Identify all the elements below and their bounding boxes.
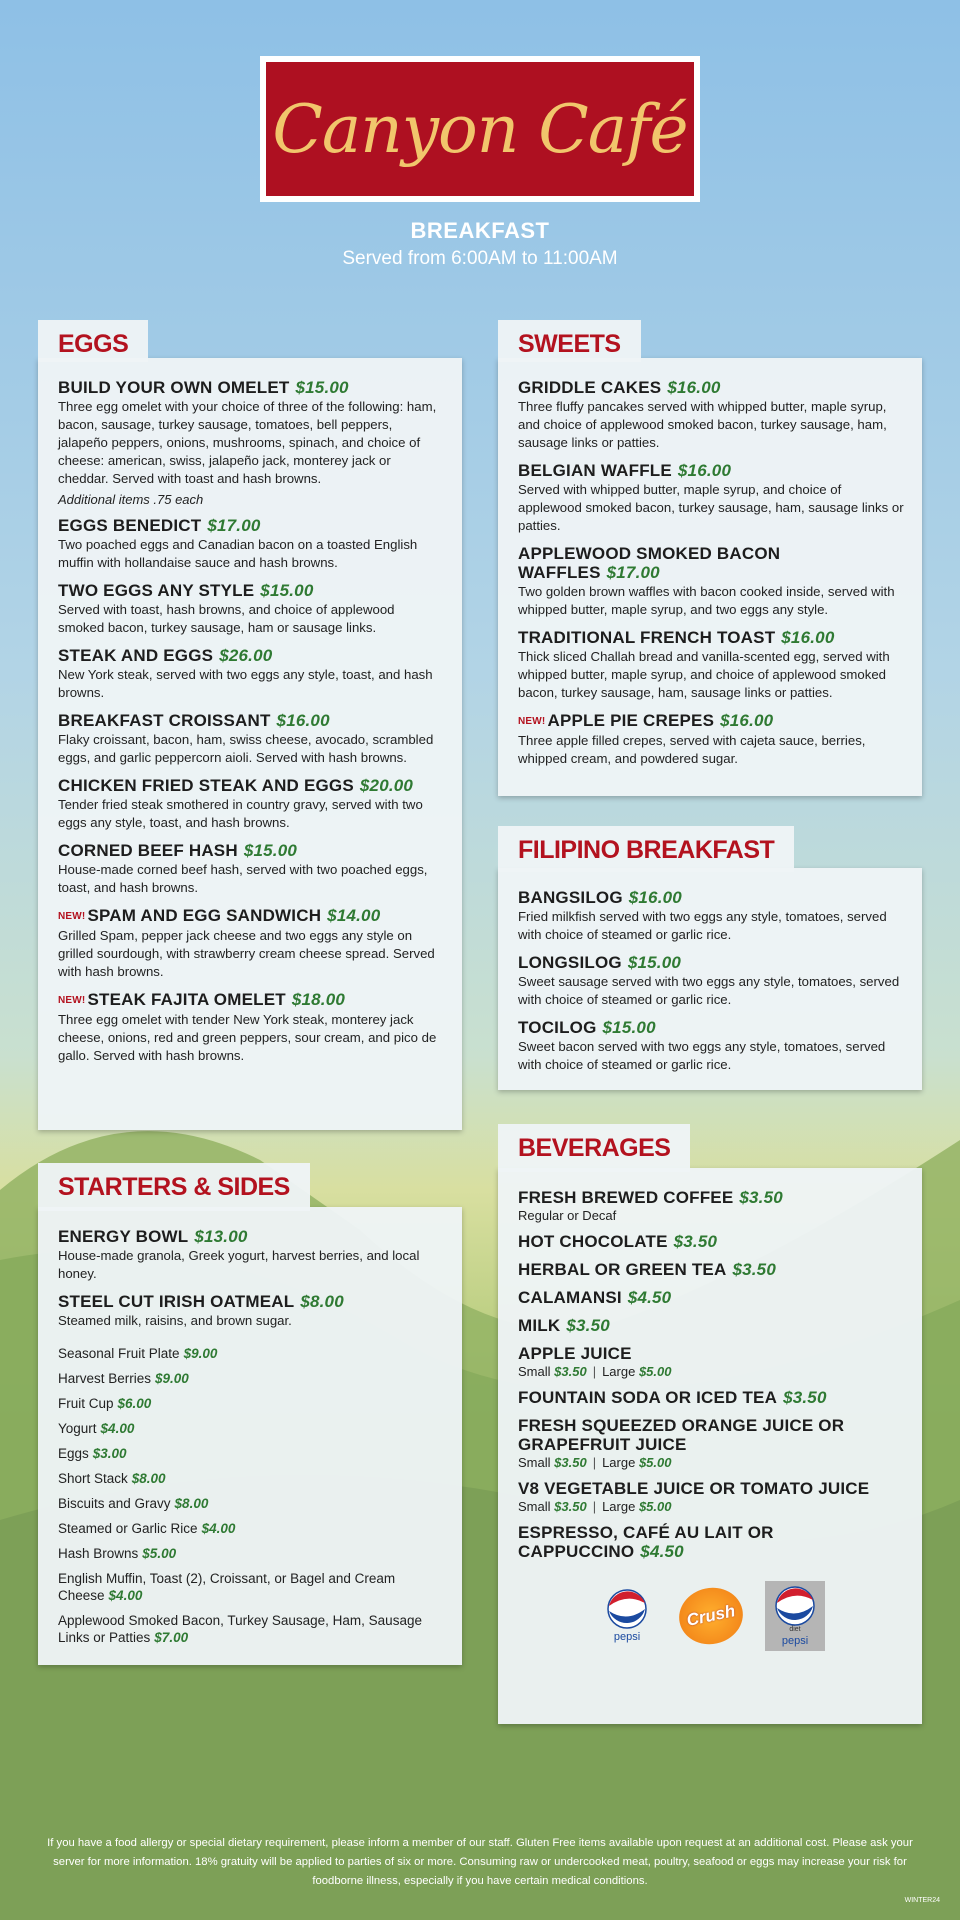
size-separator: | — [592, 1455, 597, 1470]
menu-item — [58, 776, 444, 832]
item-price: $8.00 — [300, 1292, 344, 1311]
item-name: TRADITIONAL FRENCH TOAST — [518, 628, 776, 647]
beverage-item — [518, 1388, 904, 1407]
beverage-name: FRESH BREWED COFFEE — [518, 1188, 734, 1207]
crush-logo-icon — [681, 1581, 741, 1651]
side-price: $4.00 — [201, 1521, 236, 1536]
item-description: Three apple filled crepes, served with cajeta sauce, berries, whipped cream, and powdered sugar. — [518, 733, 866, 766]
item-description: New York steak, served with two eggs any style, toast, and hash browns. — [58, 667, 433, 700]
item-price: $16.00 — [667, 378, 721, 397]
side-price: $7.00 — [154, 1630, 189, 1645]
sweets-section — [498, 320, 922, 796]
side-item — [58, 1470, 444, 1487]
item-price: $15.00 — [602, 1018, 656, 1037]
size-prices — [518, 1455, 904, 1470]
item-name: EGGS BENEDICT — [58, 516, 202, 535]
small-price: $3.50 — [554, 1499, 587, 1514]
menu-item — [58, 646, 444, 702]
menu-item — [518, 461, 904, 535]
item-name-line — [58, 1292, 444, 1311]
item-name: BUILD YOUR OWN OMELET — [58, 378, 290, 397]
beverage-name-line — [518, 1260, 904, 1279]
item-price: $14.00 — [327, 906, 381, 925]
item-description: Thick sliced Challah bread and vanilla-scented egg, served with whipped butter, maple syrup, and choice of applewood smoked bacon, turkey sausage, ham, sausage links or patties. — [518, 649, 890, 700]
item-description: Fried milkfish served with two eggs any style, tomatoes, served with choice of steamed or garlic rice. — [518, 909, 887, 942]
side-item — [58, 1420, 444, 1437]
item-description: Sweet sausage served with two eggs any style, tomatoes, served with choice of steamed or garlic rice. — [518, 974, 900, 1007]
item-name-line — [58, 906, 444, 926]
beverage-name: HOT CHOCOLATE — [518, 1232, 668, 1251]
beverage-name-line — [518, 1288, 904, 1307]
side-item — [58, 1570, 444, 1604]
beverage-name: FRESH SQUEEZED ORANGE JUICE OR GRAPEFRUIT JUICE — [518, 1416, 845, 1454]
beverage-item — [518, 1316, 904, 1335]
logo-label: pepsi — [613, 1631, 641, 1643]
diet-pepsi-logo-icon — [765, 1581, 825, 1651]
beverage-price: $3.50 — [673, 1232, 718, 1251]
menu-item — [518, 544, 904, 619]
item-description: House-made corned beef hash, served with two poached eggs, toast, and hash browns. — [58, 862, 428, 895]
item-name: STEEL CUT IRISH OATMEAL — [58, 1292, 295, 1311]
item-name: TOCILOG — [518, 1018, 597, 1037]
menu-item — [58, 841, 444, 897]
side-name: English Muffin, Toast (2), Croissant, or Bagel and Cream Cheese — [58, 1571, 396, 1603]
item-name-line — [58, 581, 444, 600]
large-price: $5.00 — [638, 1364, 672, 1379]
item-name: BREAKFAST CROISSANT — [58, 711, 271, 730]
section-title: BEVERAGES — [498, 1124, 690, 1172]
side-price: $3.00 — [92, 1446, 127, 1461]
section-title: SWEETS — [498, 320, 641, 362]
side-name: Short Stack — [58, 1471, 128, 1486]
item-price: $15.00 — [260, 581, 314, 600]
side-name: Steamed or Garlic Rice — [58, 1521, 198, 1536]
beverage-item — [518, 1188, 904, 1223]
item-name-line — [58, 776, 444, 795]
menu-item — [58, 378, 444, 507]
beverage-name-line — [518, 1188, 904, 1207]
item-name: GRIDDLE CAKES — [518, 378, 662, 397]
item-description: Two golden brown waffles with bacon cooked inside, served with whipped butter, maple syrup, and two eggs any style. — [518, 584, 895, 617]
beverage-name-line — [518, 1232, 904, 1251]
beverage-name: CALAMANSI — [518, 1288, 622, 1307]
logo-frame — [260, 56, 700, 202]
small-label: Small — [518, 1364, 551, 1379]
beverage-item — [518, 1344, 904, 1379]
new-badge: NEW! — [58, 995, 86, 1006]
item-description: Steamed milk, raisins, and brown sugar. — [58, 1313, 292, 1328]
item-price: $26.00 — [219, 646, 273, 665]
menu-item — [58, 516, 444, 572]
menu-item — [58, 581, 444, 637]
eggs-section — [38, 320, 462, 1130]
starters-sides-section — [38, 1163, 462, 1665]
item-description: House-made granola, Greek yogurt, harvest berries, and local honey. — [58, 1248, 420, 1281]
item-description: Tender fried steak smothered in country gravy, served with two eggs any style, toast, and hash browns. — [58, 797, 423, 830]
item-price: $15.00 — [243, 841, 298, 860]
menu-item — [518, 711, 904, 768]
item-name: ENERGY BOWL — [58, 1227, 189, 1246]
menu-item — [58, 906, 444, 981]
side-item — [58, 1345, 444, 1362]
side-price: $6.00 — [117, 1396, 152, 1411]
beverage-price: $3.50 — [783, 1388, 827, 1407]
item-name-line — [58, 841, 444, 860]
side-name: Fruit Cup — [58, 1396, 114, 1411]
item-name-line — [58, 516, 444, 535]
side-price: $8.00 — [131, 1471, 166, 1486]
pepsi-logo-icon — [597, 1581, 657, 1651]
item-name-line — [58, 711, 444, 730]
size-prices — [518, 1499, 904, 1514]
item-price: $16.00 — [677, 461, 732, 480]
menu-item — [518, 888, 904, 944]
beverages-section — [498, 1124, 922, 1724]
item-description: Sweet bacon served with two eggs any style, tomatoes, served with choice of steamed or garlic rice. — [518, 1039, 886, 1072]
side-name: Eggs — [58, 1446, 89, 1461]
item-name-line — [58, 646, 444, 665]
large-label: Large — [602, 1455, 636, 1470]
item-name-line — [518, 461, 904, 480]
item-name: CORNED BEEF HASH — [58, 841, 238, 860]
section-title: FILIPINO BREAKFAST — [498, 826, 794, 872]
item-price: $16.00 — [628, 888, 682, 907]
beverage-item — [518, 1416, 904, 1470]
beverage-item — [518, 1479, 904, 1514]
item-name: STEAK AND EGGS — [58, 646, 214, 665]
side-item — [58, 1445, 444, 1462]
side-price: $4.00 — [100, 1421, 135, 1436]
beverage-item — [518, 1288, 904, 1307]
menu-item — [518, 1018, 904, 1074]
size-separator: | — [592, 1499, 597, 1514]
item-name-line — [518, 544, 904, 582]
item-price: $15.00 — [627, 953, 682, 972]
item-name-line — [518, 1018, 904, 1037]
item-description: Three fluffy pancakes served with whipped butter, maple syrup, and choice of applewood smoked bacon, turkey sausage, ham, sausage links or patties. — [518, 399, 887, 450]
menu-title: BREAKFAST — [410, 218, 550, 243]
side-name: Seasonal Fruit Plate — [58, 1346, 180, 1361]
item-name: TWO EGGS ANY STYLE — [58, 581, 255, 600]
beverage-name: ESPRESSO, CAFÉ AU LAIT OR CAPPUCCINO — [518, 1523, 774, 1561]
item-name: BANGSILOG — [518, 888, 623, 907]
beverage-item — [518, 1232, 904, 1251]
item-name-line — [518, 953, 904, 972]
beverage-brand-logos — [518, 1581, 904, 1651]
side-name: Yogurt — [58, 1421, 97, 1436]
beverage-name-line — [518, 1523, 904, 1561]
item-name: BELGIAN WAFFLE — [518, 461, 672, 480]
size-separator: | — [592, 1364, 597, 1379]
menu-item — [518, 378, 904, 452]
beverage-name: MILK — [518, 1316, 561, 1335]
beverage-note: Regular or Decaf — [518, 1208, 617, 1223]
large-label: Large — [602, 1499, 636, 1514]
item-description: Served with toast, hash browns, and choice of applewood smoked bacon, turkey sausage, ham or sausage links. — [58, 602, 395, 635]
menu-hours: Served from 6:00AM to 11:00AM — [342, 248, 618, 269]
beverage-name-line — [518, 1479, 904, 1498]
large-label: Large — [602, 1364, 636, 1379]
item-price: $20.00 — [359, 776, 414, 795]
item-name-line — [58, 378, 444, 397]
item-name: SPAM AND EGG SANDWICH — [87, 906, 322, 925]
beverage-price: $4.50 — [627, 1288, 672, 1307]
item-name: CHICKEN FRIED STEAK AND EGGS — [58, 776, 354, 795]
section-title: STARTERS & SIDES — [38, 1163, 310, 1211]
side-name: Hash Browns — [58, 1546, 139, 1561]
beverage-name: V8 VEGETABLE JUICE OR TOMATO JUICE — [518, 1479, 870, 1498]
item-price: $16.00 — [720, 711, 774, 730]
item-name-line — [518, 888, 904, 907]
menu-item — [58, 990, 444, 1065]
beverage-price: $4.50 — [640, 1542, 684, 1561]
beverage-item — [518, 1523, 904, 1561]
small-price: $3.50 — [554, 1364, 587, 1379]
item-description: Two poached eggs and Canadian bacon on a toasted English muffin with hollandaise sauce and hash browns. — [58, 537, 418, 570]
menu-item — [58, 1292, 444, 1330]
menu-item — [58, 711, 444, 767]
item-description: Three egg omelet with tender New York steak, monterey jack cheese, onions, red and green peppers, sour cream, and pico de gallo. Served with hash browns. — [58, 1012, 437, 1063]
item-price: $16.00 — [276, 711, 330, 730]
beverage-price: $3.50 — [732, 1260, 776, 1279]
side-name: Applewood Smoked Bacon, Turkey Sausage, Ham, Sausage Links or Patties — [58, 1613, 422, 1645]
new-badge: NEW! — [518, 716, 546, 727]
item-price: $17.00 — [207, 516, 261, 535]
menu-item — [58, 1227, 444, 1283]
beverage-item — [518, 1260, 904, 1279]
item-name: LONGSILOG — [518, 953, 622, 972]
beverage-name: HERBAL OR GREEN TEA — [518, 1260, 727, 1279]
side-item — [58, 1495, 444, 1512]
item-note: Additional items .75 each — [58, 492, 204, 507]
side-price: $8.00 — [174, 1496, 209, 1511]
section-title: EGGS — [38, 320, 148, 362]
logo-prefix: diet — [789, 1625, 801, 1633]
menu-item — [518, 628, 904, 702]
menu-item — [518, 953, 904, 1009]
side-item — [58, 1370, 444, 1387]
allergy-disclaimer: If you have a food allergy or special dietary requirement, please inform a member of our staff. Gluten Free items available upon request at an additional cost. Please ask your server for more information. 18% gratuity will be applied to parties of six or more. Consuming raw or undercooked meat, poultry, seafood or eggs may increase your risk for foodborne illness, especially if you have certain medical conditions. — [47, 1837, 913, 1887]
brand-logo: Canyon Café — [266, 62, 694, 196]
side-price: $4.00 — [108, 1588, 143, 1603]
side-name: Biscuits and Gravy — [58, 1496, 171, 1511]
item-description: Flaky croissant, bacon, ham, swiss cheese, avocado, scrambled eggs, and garlic peppercorn aioli. Served with hash browns. — [58, 732, 434, 765]
logo-label: Crush — [684, 1601, 737, 1630]
beverage-name-line — [518, 1388, 904, 1407]
item-price: $18.00 — [291, 990, 346, 1009]
item-name-line — [518, 711, 904, 731]
item-price: $16.00 — [781, 628, 835, 647]
item-price: $13.00 — [194, 1227, 248, 1246]
item-price: $15.00 — [295, 378, 349, 397]
large-price: $5.00 — [638, 1455, 672, 1470]
side-item — [58, 1612, 444, 1646]
size-prices — [518, 1364, 904, 1379]
beverage-name-line — [518, 1416, 904, 1454]
side-price: $9.00 — [183, 1346, 218, 1361]
side-item — [58, 1520, 444, 1537]
item-description: Three egg omelet with your choice of three of the following: ham, bacon, sausage, turkey sausage, tomatoes, bell peppers, jalapeño peppers, onions, mushrooms, spinach, and choice of cheese: american, swiss, jalapeño jack, monterey jack or cheddar. Served with toast and hash browns. — [58, 399, 437, 486]
beverage-price: $3.50 — [739, 1188, 783, 1207]
side-name: Harvest Berries — [58, 1371, 152, 1386]
side-item — [58, 1545, 444, 1562]
logo-label: pepsi — [781, 1634, 809, 1647]
beverage-name: FOUNTAIN SODA OR ICED TEA — [518, 1388, 778, 1407]
item-name: APPLE PIE CREPES — [547, 711, 715, 730]
item-name: APPLEWOOD SMOKED BACON WAFFLES — [518, 544, 781, 582]
item-name: STEAK FAJITA OMELET — [87, 990, 286, 1009]
side-item — [58, 1395, 444, 1412]
beverage-name-line — [518, 1344, 904, 1363]
small-label: Small — [518, 1455, 551, 1470]
item-price: $17.00 — [606, 563, 660, 582]
side-price: $5.00 — [142, 1546, 177, 1561]
beverage-price: $3.50 — [566, 1316, 610, 1335]
small-price: $3.50 — [554, 1455, 587, 1470]
item-description: Served with whipped butter, maple syrup, and choice of applewood smoked bacon, turkey sausage, ham, sausage links or patties. — [518, 482, 904, 533]
large-price: $5.00 — [638, 1499, 672, 1514]
menu-code: WINTER24 — [904, 1897, 940, 1904]
side-price: $9.00 — [155, 1371, 189, 1386]
item-name-line — [518, 378, 904, 397]
item-description: Grilled Spam, pepper jack cheese and two eggs any style on grilled sourdough, with strawberry cream cheese spread. Served with hash browns. — [58, 928, 435, 979]
filipino-breakfast-section — [498, 826, 922, 1090]
item-name-line — [58, 1227, 444, 1246]
beverage-name-line — [518, 1316, 904, 1335]
small-label: Small — [518, 1499, 551, 1514]
beverage-name: APPLE JUICE — [518, 1344, 632, 1363]
item-name-line — [58, 990, 444, 1010]
crush-badge — [674, 1582, 748, 1650]
item-name-line — [518, 628, 904, 647]
new-badge: NEW! — [58, 911, 86, 922]
